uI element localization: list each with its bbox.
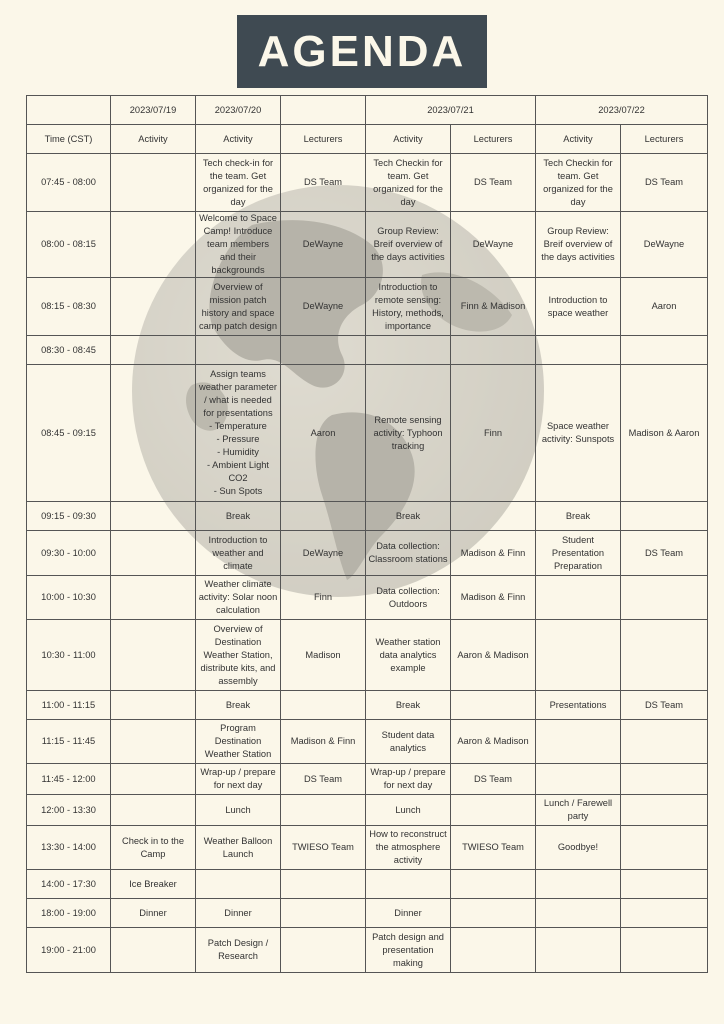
lecturer-cell: Madison & Aaron xyxy=(621,365,708,502)
lecturer-cell xyxy=(281,795,366,826)
lecturer-cell: Finn & Madison xyxy=(451,278,536,336)
lecturer-cell xyxy=(451,691,536,720)
activity-cell: Weather station data analytics example xyxy=(366,620,451,691)
time-cell: 09:15 - 09:30 xyxy=(27,502,111,531)
agenda-row xyxy=(27,720,708,764)
time-cell: 07:45 - 08:00 xyxy=(27,154,111,212)
agenda-row xyxy=(27,278,708,336)
activity-cell xyxy=(111,336,196,365)
activity-cell xyxy=(111,764,196,795)
agenda-row xyxy=(27,212,708,278)
lecturer-cell xyxy=(621,870,708,899)
lecturer-cell xyxy=(281,928,366,973)
lecturer-cell: TWIESO Team xyxy=(281,826,366,870)
activity-cell: Data collection: Classroom stations xyxy=(366,531,451,576)
corner-cell xyxy=(27,96,111,125)
lecturer-cell xyxy=(451,502,536,531)
activity-cell: Overview of mission patch history and space camp patch design xyxy=(196,278,281,336)
lecturer-cell xyxy=(621,576,708,620)
time-cell: 08:00 - 08:15 xyxy=(27,212,111,278)
activity-cell: Dinner xyxy=(366,899,451,928)
lecturer-cell: DS Team xyxy=(621,531,708,576)
time-cell: 10:30 - 11:00 xyxy=(27,620,111,691)
activity-cell: Program Destination Weather Station xyxy=(196,720,281,764)
activity-cell: Check in to the Camp xyxy=(111,826,196,870)
time-cell: 13:30 - 14:00 xyxy=(27,826,111,870)
activity-cell xyxy=(111,576,196,620)
activity-cell xyxy=(536,899,621,928)
activity-cell: Break xyxy=(196,502,281,531)
activity-cell: Patch Design / Research xyxy=(196,928,281,973)
lecturer-cell: DeWayne xyxy=(281,278,366,336)
activity-cell: Space weather activity: Sunspots xyxy=(536,365,621,502)
agenda-row xyxy=(27,154,708,212)
activity-cell xyxy=(366,870,451,899)
lecturers-header: Lecturers xyxy=(281,125,366,154)
lecturer-cell: DS Team xyxy=(621,691,708,720)
activity-cell: Wrap-up / prepare for next day xyxy=(366,764,451,795)
lecturer-cell: DS Team xyxy=(281,154,366,212)
time-cell: 14:00 - 17:30 xyxy=(27,870,111,899)
activity-cell: Data collection: Outdoors xyxy=(366,576,451,620)
time-cell: 09:30 - 10:00 xyxy=(27,531,111,576)
lecturer-cell xyxy=(621,720,708,764)
activity-cell xyxy=(536,870,621,899)
activity-cell xyxy=(536,620,621,691)
time-cell: 11:00 - 11:15 xyxy=(27,691,111,720)
activity-cell xyxy=(111,928,196,973)
date-cell: 2023/07/22 xyxy=(536,96,708,125)
activity-cell: Introduction to space weather xyxy=(536,278,621,336)
activity-cell: Group Review: Breif overview of the days activities xyxy=(366,212,451,278)
lecturer-cell: DeWayne xyxy=(621,212,708,278)
lecturer-cell xyxy=(621,899,708,928)
lecturer-cell: Aaron & Madison xyxy=(451,620,536,691)
lecturer-cell: Madison & Finn xyxy=(451,531,536,576)
activity-cell: Dinner xyxy=(196,899,281,928)
lecturer-cell: Finn xyxy=(451,365,536,502)
activity-cell: Weather climate activity: Solar noon calculation xyxy=(196,576,281,620)
activity-cell xyxy=(536,764,621,795)
activity-cell: Remote sensing activity: Typhoon tracking xyxy=(366,365,451,502)
time-cell: 19:00 - 21:00 xyxy=(27,928,111,973)
activity-cell: Student data analytics xyxy=(366,720,451,764)
agenda-row xyxy=(27,826,708,870)
activity-cell: Dinner xyxy=(111,899,196,928)
lecturer-cell xyxy=(621,336,708,365)
activity-cell xyxy=(366,336,451,365)
agenda-table xyxy=(26,95,708,973)
time-cell: 11:15 - 11:45 xyxy=(27,720,111,764)
activity-cell xyxy=(111,620,196,691)
lecturer-cell: Madison & Finn xyxy=(281,720,366,764)
activity-cell xyxy=(111,278,196,336)
time-cell: 08:15 - 08:30 xyxy=(27,278,111,336)
agenda-row xyxy=(27,764,708,795)
activity-cell xyxy=(196,870,281,899)
activity-cell xyxy=(196,336,281,365)
lecturer-cell xyxy=(621,620,708,691)
date-header-row xyxy=(27,96,708,125)
lecturer-cell: DS Team xyxy=(621,154,708,212)
lecturer-cell: Aaron xyxy=(621,278,708,336)
column-header-row xyxy=(27,125,708,154)
activity-cell xyxy=(111,691,196,720)
activity-cell: Overview of Destination Weather Station, distribute kits, and assembly xyxy=(196,620,281,691)
activity-cell xyxy=(111,795,196,826)
activity-cell xyxy=(111,720,196,764)
lecturer-cell xyxy=(621,928,708,973)
lecturer-cell xyxy=(451,336,536,365)
agenda-row xyxy=(27,576,708,620)
activity-cell xyxy=(536,576,621,620)
lecturer-cell xyxy=(451,795,536,826)
time-cell: 12:00 - 13:30 xyxy=(27,795,111,826)
lecturer-cell: Aaron & Madison xyxy=(451,720,536,764)
activity-cell: Patch design and presentation making xyxy=(366,928,451,973)
lecturer-cell: DS Team xyxy=(281,764,366,795)
agenda-row xyxy=(27,620,708,691)
activity-cell: Lunch xyxy=(196,795,281,826)
lecturer-cell: TWIESO Team xyxy=(451,826,536,870)
activity-cell: Assign teams weather parameter / what is needed for presentations - Temperature - Pressure - Humidity - Ambient Light CO2 - Sun Spots xyxy=(196,365,281,502)
activity-cell: Ice Breaker xyxy=(111,870,196,899)
lecturer-cell: DeWayne xyxy=(281,212,366,278)
lecturer-cell: Madison & Finn xyxy=(451,576,536,620)
activity-cell: Wrap-up / prepare for next day xyxy=(196,764,281,795)
activity-cell xyxy=(536,928,621,973)
agenda-row xyxy=(27,691,708,720)
activity-cell: Student Presentation Preparation xyxy=(536,531,621,576)
lecturer-cell xyxy=(281,502,366,531)
activity-cell xyxy=(111,531,196,576)
agenda-row xyxy=(27,928,708,973)
lecturer-cell xyxy=(281,336,366,365)
activity-cell: Welcome to Space Camp! Introduce team members and their backgrounds xyxy=(196,212,281,278)
agenda-row xyxy=(27,365,708,502)
time-cell: 10:00 - 10:30 xyxy=(27,576,111,620)
lecturer-cell: DeWayne xyxy=(451,212,536,278)
lecturer-cell: DeWayne xyxy=(281,531,366,576)
lecturer-cell xyxy=(621,826,708,870)
activity-header: Activity xyxy=(536,125,621,154)
lecturer-cell: DS Team xyxy=(451,154,536,212)
lecturer-cell xyxy=(451,899,536,928)
agenda-row xyxy=(27,795,708,826)
agenda-row xyxy=(27,336,708,365)
lecturer-cell xyxy=(281,899,366,928)
lecturer-cell xyxy=(281,691,366,720)
activity-cell: Break xyxy=(196,691,281,720)
activity-cell xyxy=(111,212,196,278)
lecturer-cell xyxy=(451,870,536,899)
agenda-row xyxy=(27,899,708,928)
blank-cell xyxy=(281,96,366,125)
activity-cell: Tech Checkin for team. Get organized for the day xyxy=(366,154,451,212)
lecturers-header: Lecturers xyxy=(621,125,708,154)
lecturer-cell xyxy=(281,870,366,899)
lecturer-cell xyxy=(621,764,708,795)
time-cell: 18:00 - 19:00 xyxy=(27,899,111,928)
activity-cell: Break xyxy=(366,502,451,531)
activity-cell: Introduction to remote sensing: History, methods, importance xyxy=(366,278,451,336)
activity-header: Activity xyxy=(366,125,451,154)
lecturer-cell: Aaron xyxy=(281,365,366,502)
activity-cell: Goodbye! xyxy=(536,826,621,870)
agenda-row xyxy=(27,531,708,576)
activity-cell: Weather Balloon Launch xyxy=(196,826,281,870)
activity-cell: How to reconstruct the atmosphere activity xyxy=(366,826,451,870)
time-cell: 11:45 - 12:00 xyxy=(27,764,111,795)
activity-cell: Break xyxy=(536,502,621,531)
activity-cell xyxy=(111,365,196,502)
activity-cell: Lunch / Farewell party xyxy=(536,795,621,826)
agenda-row xyxy=(27,870,708,899)
activity-cell xyxy=(111,502,196,531)
date-cell: 2023/07/19 xyxy=(111,96,196,125)
lecturer-cell: DS Team xyxy=(451,764,536,795)
time-cell: 08:30 - 08:45 xyxy=(27,336,111,365)
activity-cell: Tech check-in for the team. Get organized for the day xyxy=(196,154,281,212)
lecturers-header: Lecturers xyxy=(451,125,536,154)
lecturer-cell: Finn xyxy=(281,576,366,620)
lecturer-cell: Madison xyxy=(281,620,366,691)
activity-cell xyxy=(111,154,196,212)
page-title: AGENDA xyxy=(237,15,487,88)
activity-cell: Break xyxy=(366,691,451,720)
time-cell: 08:45 - 09:15 xyxy=(27,365,111,502)
lecturer-cell xyxy=(621,502,708,531)
activity-cell: Tech Checkin for team. Get organized for the day xyxy=(536,154,621,212)
activity-cell: Lunch xyxy=(366,795,451,826)
lecturer-cell xyxy=(451,928,536,973)
lecturer-cell xyxy=(621,795,708,826)
activity-header: Activity xyxy=(196,125,281,154)
activity-cell xyxy=(536,336,621,365)
activity-cell: Group Review: Breif overview of the days activities xyxy=(536,212,621,278)
date-cell: 2023/07/21 xyxy=(366,96,536,125)
activity-cell: Introduction to weather and climate xyxy=(196,531,281,576)
agenda-row xyxy=(27,502,708,531)
time-header: Time (CST) xyxy=(27,125,111,154)
date-cell: 2023/07/20 xyxy=(196,96,281,125)
activity-header: Activity xyxy=(111,125,196,154)
activity-cell xyxy=(536,720,621,764)
activity-cell: Presentations xyxy=(536,691,621,720)
